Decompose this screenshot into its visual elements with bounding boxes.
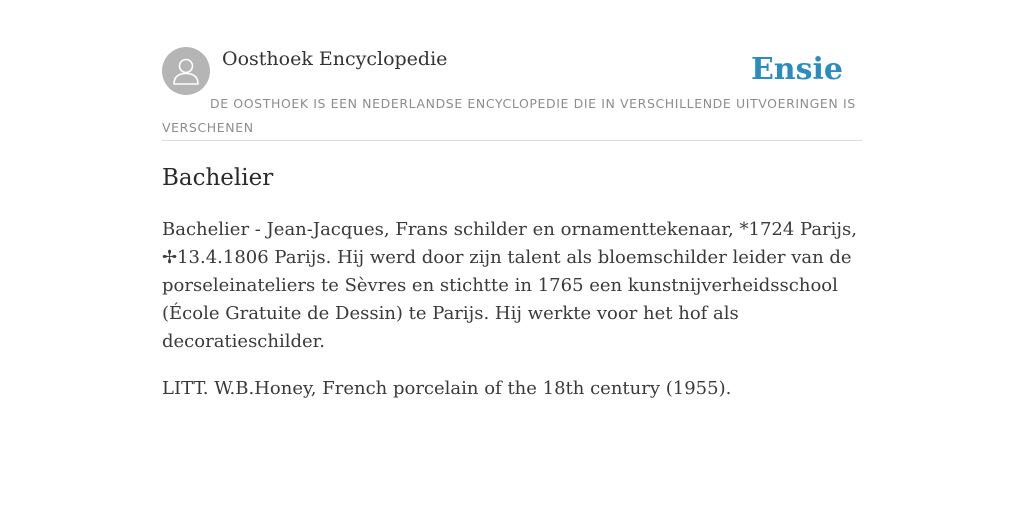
site-tagline xyxy=(162,92,862,140)
user-icon xyxy=(172,56,200,86)
site-header xyxy=(162,44,862,141)
article-paragraph: Bachelier - Jean-Jacques, Frans schilder en ornamenttekenaar, *1724 Parijs, ✢13.4.1806 Parijs. Hij werd door zijn talent als bloemschilder leider van de porseleinateliers te Sèvres en stichtte in 1765 een kunstnijverheidsschool (École Gratuite de Dessin) te Parijs. Hij werkte voor het hof als decoratieschilder. xyxy=(162,219,857,352)
avatar[interactable] xyxy=(162,47,210,95)
tagline-text: DE OOSTHOEK IS EEN NEDERLANDSE ENCYCLOPEDIE DIE IN VERSCHILLENDE UITVOERINGEN IS VERSCHENEN xyxy=(162,96,856,135)
ensie-logo-link[interactable]: Ensie xyxy=(750,52,843,87)
site-name-link[interactable]: Oosthoek Encyclopedie xyxy=(222,48,448,70)
article xyxy=(162,160,862,403)
article-title: Bachelier xyxy=(162,165,274,191)
article-reference: LITT. W.B.Honey, French porcelain of the 18th century (1955). xyxy=(162,378,732,399)
